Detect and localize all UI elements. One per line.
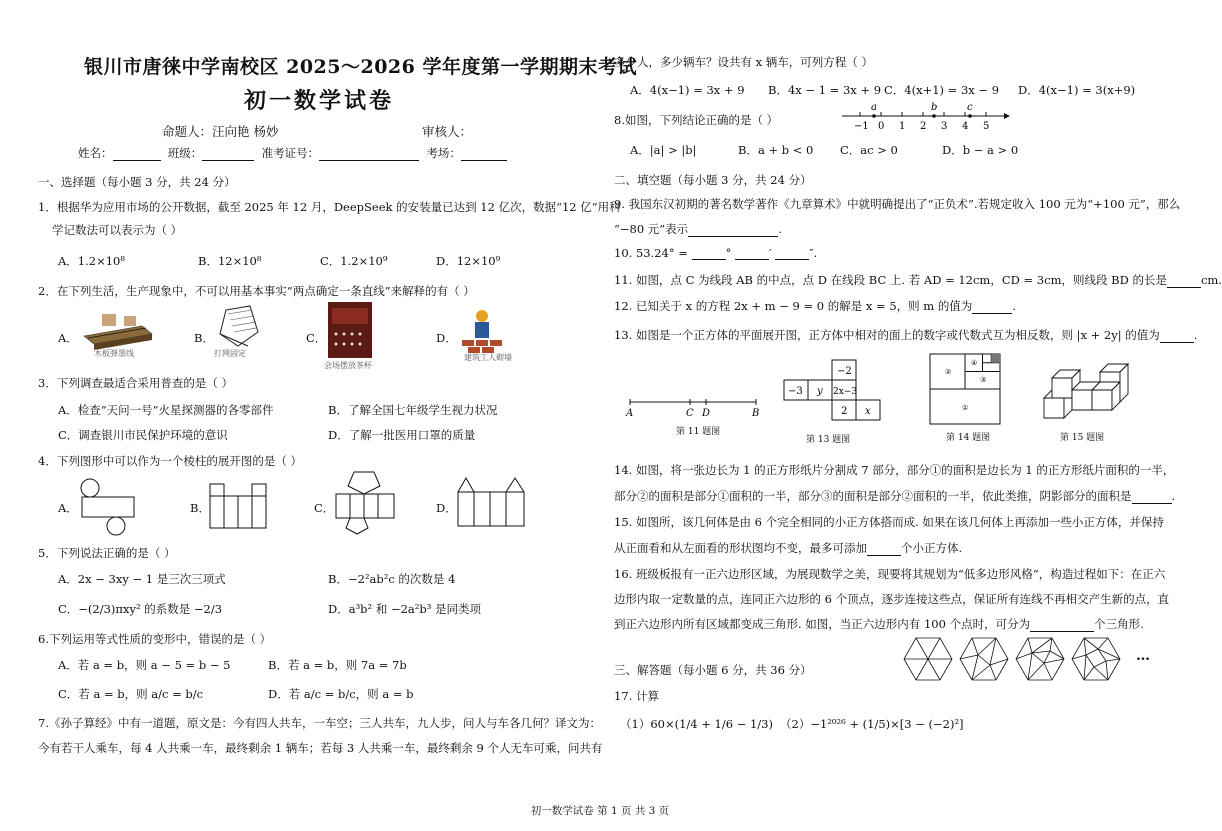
fig13-cube-net xyxy=(784,356,884,428)
q8-point-c: c xyxy=(967,102,973,113)
q7-option-a[interactable]: A．4(x−1) = 3x + 9 xyxy=(630,83,745,97)
fig13-cell-5: 2 xyxy=(841,406,848,417)
q16-text: 到正六边形内所有区域都变成三角形. 如图，当正六边形内有 100 个点时，可分为 xyxy=(614,617,1031,631)
q17-part-2: （2）−1²⁰²⁶ + (1/5)×[3 − (−2)²] xyxy=(780,717,964,731)
fig14-caption: 第 14 题图 xyxy=(946,433,991,443)
fig11-caption: 第 11 题图 xyxy=(676,427,721,437)
q8-tick-6: 5 xyxy=(983,121,990,132)
q2-caption-b: 打网固定 xyxy=(214,349,246,358)
class-field[interactable] xyxy=(202,148,254,161)
q12 xyxy=(614,298,1016,314)
q7-option-d[interactable]: D．4(x−1) = 3(x+9) xyxy=(1018,83,1136,97)
fig11-segment xyxy=(620,396,770,422)
q7-continued: 多少人，多少辆车？设共有 x 辆车，可列方程（ ） xyxy=(614,55,873,69)
exam-title: 银川市唐徕中学南校区 2025～2026 学年度第一学期期末考试 xyxy=(84,56,637,78)
section1-heading: 一、选择题（每小题 3 分，共 24 分） xyxy=(38,175,236,189)
q6-option-a[interactable]: A．若 a = b，则 a − 5 = b − 5 xyxy=(58,658,231,672)
section2-heading: 二、填空题（每小题 3 分，共 24 分） xyxy=(614,173,812,187)
page-footer: 初一数学试卷 第 1 页 共 3 页 xyxy=(530,805,670,817)
fig11-point-b: B xyxy=(752,408,760,419)
q1-option-c[interactable]: C．1.2×10⁹ xyxy=(320,254,388,268)
q4-stem: 4．下列图形中可以作为一个棱柱的展开图的是（ ） xyxy=(38,454,302,468)
q6-option-b[interactable]: B．若 a = b，则 7a = 7b xyxy=(268,658,407,672)
section3-heading: 三、解答题（每小题 6 分，共 36 分） xyxy=(614,663,812,677)
q15-end: 个小正方体. xyxy=(901,541,963,555)
q2-label-b: B． xyxy=(194,331,214,345)
q16-ellipsis: … xyxy=(1136,648,1150,664)
q7-option-b[interactable]: B．4x − 1 = 3x + 9 xyxy=(768,83,882,97)
q4-figure-a xyxy=(78,478,138,538)
q8-option-d[interactable]: D．b − a > 0 xyxy=(942,143,1019,157)
q16-end: 个三角形. xyxy=(1094,617,1144,631)
q12-end: . xyxy=(1012,299,1017,313)
q6-stem: 6.下列运用等式性质的变形中，错误的是（ ） xyxy=(38,632,272,646)
q5-option-a[interactable]: A．2x − 3xy − 1 是三次三项式 xyxy=(58,572,226,586)
q13-end: . xyxy=(1193,328,1198,342)
name-field[interactable] xyxy=(113,148,161,161)
fig14-mark-4: ④ xyxy=(971,359,978,367)
fig15-caption: 第 15 题图 xyxy=(1060,433,1105,443)
q2-image-c xyxy=(328,302,372,358)
q2-caption-d: 建筑工人砌墙 xyxy=(464,353,512,362)
q1-stem: 1．根据华为应用市场的公开数据，截至 2025 年 12 月，DeepSeek 的安装量已达到 12 亿次，数据“12 亿”用科 xyxy=(38,200,621,214)
q5-option-c[interactable]: C．−(2/3)πxy² 的系数是 −2/3 xyxy=(58,602,223,616)
info-fields xyxy=(78,145,507,161)
fig14-mark-2: ② xyxy=(945,368,952,376)
q17-part-1: （1）60×(1/4 + 1/6 − 1/3) xyxy=(620,717,773,731)
q2-image-d xyxy=(460,306,506,354)
fig14-square xyxy=(928,352,1002,426)
q2-label-a: A． xyxy=(58,331,78,345)
room-label: 考场： xyxy=(426,146,461,160)
q5-stem: 5．下列说法正确的是（ ） xyxy=(38,546,176,560)
q6-option-d[interactable]: D．若 a/c = b/c，则 a = b xyxy=(268,687,414,701)
q1-option-a[interactable]: A．1.2×10⁸ xyxy=(58,254,125,268)
fig13-cell-1: −2 xyxy=(837,366,852,377)
q16-answer-field[interactable] xyxy=(1030,619,1094,632)
q11-answer-field[interactable] xyxy=(1167,275,1201,288)
q2-caption-a: 木板弹墨线 xyxy=(94,349,134,358)
q15-answer-field[interactable] xyxy=(867,543,901,556)
q2-label-d: D． xyxy=(436,331,457,345)
fig13-cell-4: 2x−3 xyxy=(833,387,858,397)
q13-text: 13. 如图是一个正方体的平面展开图，正方体中相对的面上的数字或代数式互为相反数，则 |x + 2y| 的值为 xyxy=(614,328,1160,342)
fig14-mark-3: ③ xyxy=(980,376,987,384)
q6-option-c[interactable]: C．若 a = b，则 a/c = b/c xyxy=(58,687,204,701)
q15-line-1: 15. 如图所，该几何体是由 6 个完全相同的小正方体搭而成. 如果在该几何体上再添加一些小正方体，并保持 xyxy=(614,515,1164,529)
class-label: 班级： xyxy=(167,146,203,160)
q10-text: 10. 53.24° = xyxy=(614,246,688,260)
q8-tick-4: 3 xyxy=(941,121,948,132)
authors: 命题人：汪向艳 杨妙 xyxy=(162,124,279,139)
q8-option-b[interactable]: B．a + b < 0 xyxy=(738,143,814,157)
q16-line-1: 16. 班级板报有一正六边形区域，为展现数学之美，现要将其规划为“低多边形风格”，构造过程如下：在正六 xyxy=(614,567,1166,581)
q16-line-2: 边形内取一定数量的点，连同正六边形的 6 个顶点，逐步连接这些点，保证所有连线不再相交产生新的点，直 xyxy=(614,592,1170,606)
fig11-point-c: C xyxy=(686,408,694,419)
q7-line-2: 今有若干人乘车，每 4 人共乘一车，最终剩余 1 辆车；若每 3 人共乘一车，最终剩余 9 个人无车可乘，问共有 xyxy=(38,741,603,755)
q3-option-a[interactable]: A．检查“天问一号”火星探测器的各零部件 xyxy=(58,403,274,417)
q8-tick-1: 0 xyxy=(878,121,885,132)
q4-label-c: C． xyxy=(314,501,335,515)
q8-option-a[interactable]: A．|a| > |b| xyxy=(630,143,697,157)
fig14-mark-1: ① xyxy=(962,404,969,412)
q8-point-b: b xyxy=(931,102,938,113)
q2-label-c: C． xyxy=(306,331,327,345)
q10-degree-symbol: ° xyxy=(725,246,732,260)
ticket-field[interactable] xyxy=(319,148,419,161)
q14-text: 部分②的面积是部分①面积的一半，部分③的面积是部分②面积的一半，依此类推，阴影部分的面积是 xyxy=(614,489,1132,503)
reviewer: 审核人： xyxy=(422,124,473,139)
q3-option-b[interactable]: B．了解全国七年级学生视力状况 xyxy=(328,403,498,417)
q8-option-c[interactable]: C．ac > 0 xyxy=(840,143,898,157)
q1-option-d[interactable]: D．12×10⁹ xyxy=(436,254,501,268)
q15-text: 从正面看和从左面看的形状图均不变，最多可添加 xyxy=(614,541,867,555)
q8-tick-5: 4 xyxy=(962,121,969,132)
q4-label-b: B． xyxy=(190,501,210,515)
q5-option-b[interactable]: B．−2²ab²c 的次数是 4 xyxy=(328,572,456,586)
fig13-cell-2: −3 xyxy=(788,386,803,397)
q12-answer-field[interactable] xyxy=(972,301,1012,314)
fig11-point-d: D xyxy=(702,408,711,419)
q13-answer-field[interactable] xyxy=(1160,330,1194,343)
q10-minute-field[interactable] xyxy=(735,247,769,260)
q10-degree-field[interactable] xyxy=(692,247,726,260)
q13 xyxy=(614,327,1197,343)
q2-caption-c: 会场摆放茶杯 xyxy=(324,361,372,370)
q14-line-2 xyxy=(614,488,1175,504)
ticket-label: 准考证号： xyxy=(261,146,320,160)
q9-answer-field[interactable] xyxy=(688,224,778,237)
q4-figure-b xyxy=(210,480,270,530)
q8-tick-2: 1 xyxy=(899,121,906,132)
q11-unit: cm. xyxy=(1200,273,1222,287)
q9-line-1: 9. 我国东汉初期的著名数学著作《九章算术》中就明确提出了“正负术”.若规定收入 100 元为“+100 元”，那么 xyxy=(614,197,1181,211)
q17-title: 17. 计算 xyxy=(614,689,659,703)
q8-stem: 8.如图，下列结论正确的是（ ） xyxy=(614,113,779,127)
q1-option-b[interactable]: B．12×10⁸ xyxy=(198,254,262,268)
q5-option-d[interactable]: D．a³b² 和 −2a²b³ 是同类项 xyxy=(328,602,482,616)
q4-label-a: A． xyxy=(58,501,78,515)
fig13-cell-3: y xyxy=(817,386,823,397)
q4-figure-c xyxy=(332,470,398,536)
q15-line-2 xyxy=(614,540,962,556)
q3-option-d[interactable]: D．了解一批医用口罩的质量 xyxy=(328,428,476,442)
fig13-caption: 第 13 题图 xyxy=(806,435,851,445)
q8-tick-3: 2 xyxy=(920,121,927,132)
q9-line-2: “−80 元”表示 . xyxy=(614,222,782,236)
q7-option-c[interactable]: C．4(x+1) = 3x − 9 xyxy=(884,83,1000,97)
fig15-cubes xyxy=(1038,358,1138,424)
q10-second-field[interactable] xyxy=(775,247,809,260)
paper-subtitle: 初一数学试卷 xyxy=(244,88,395,114)
q10 xyxy=(614,246,817,260)
q3-option-c[interactable]: C．调查银川市民保护环境的意识 xyxy=(58,428,228,442)
q11-text: 11. 如图，点 C 为线段 AB 的中点，点 D 在线段 BC 上. 若 AD = 12cm，CD = 3cm，则线段 BD 的长是 xyxy=(614,273,1167,287)
fig13-cell-6: x xyxy=(865,406,871,417)
q8-tick-0: −1 xyxy=(854,121,869,132)
q4-label-d: D． xyxy=(436,501,457,515)
q14-end: . xyxy=(1171,489,1176,503)
q14-answer-field[interactable] xyxy=(1132,491,1172,504)
room-field[interactable] xyxy=(461,148,507,161)
q10-minute-symbol: ′ xyxy=(768,246,772,260)
q10-second-symbol: ″. xyxy=(809,246,818,260)
q3-stem: 3．下列调查最适合采用普查的是（ ） xyxy=(38,376,233,390)
q16-line-3 xyxy=(614,616,1144,632)
q8-point-a: a xyxy=(871,102,877,113)
q14-line-1: 14. 如图，将一张边长为 1 的正方形纸片分割成 7 部分，部分①的面积是边长为 1 的正方形纸片面积的一半， xyxy=(614,463,1175,477)
name-label: 姓名： xyxy=(78,146,113,160)
q12-text: 12. 已知关于 x 的方程 2x + m − 9 = 0 的解是 x = 5，则 m 的值为 xyxy=(614,299,973,313)
q8-number-line xyxy=(840,100,1010,134)
fig11-point-a: A xyxy=(626,408,634,419)
q16-hexagons xyxy=(900,634,1130,684)
q7-line-1: 7.《孙子算经》中有一道题，原文是：今有四人共车，一车空；三人共车，九人步，问人与车各几何？译文为： xyxy=(38,716,601,730)
q4-figure-d xyxy=(456,476,526,530)
q9-text: “−80 元”表示 xyxy=(614,222,689,236)
q2-stem: 2．在下列生活，生产现象中，不可以用基本事实“两点确定一条直线”来解释的有（ ） xyxy=(38,284,475,298)
q11 xyxy=(614,272,1222,288)
q1-stem2: 学记数法可以表示为（ ） xyxy=(52,223,183,237)
